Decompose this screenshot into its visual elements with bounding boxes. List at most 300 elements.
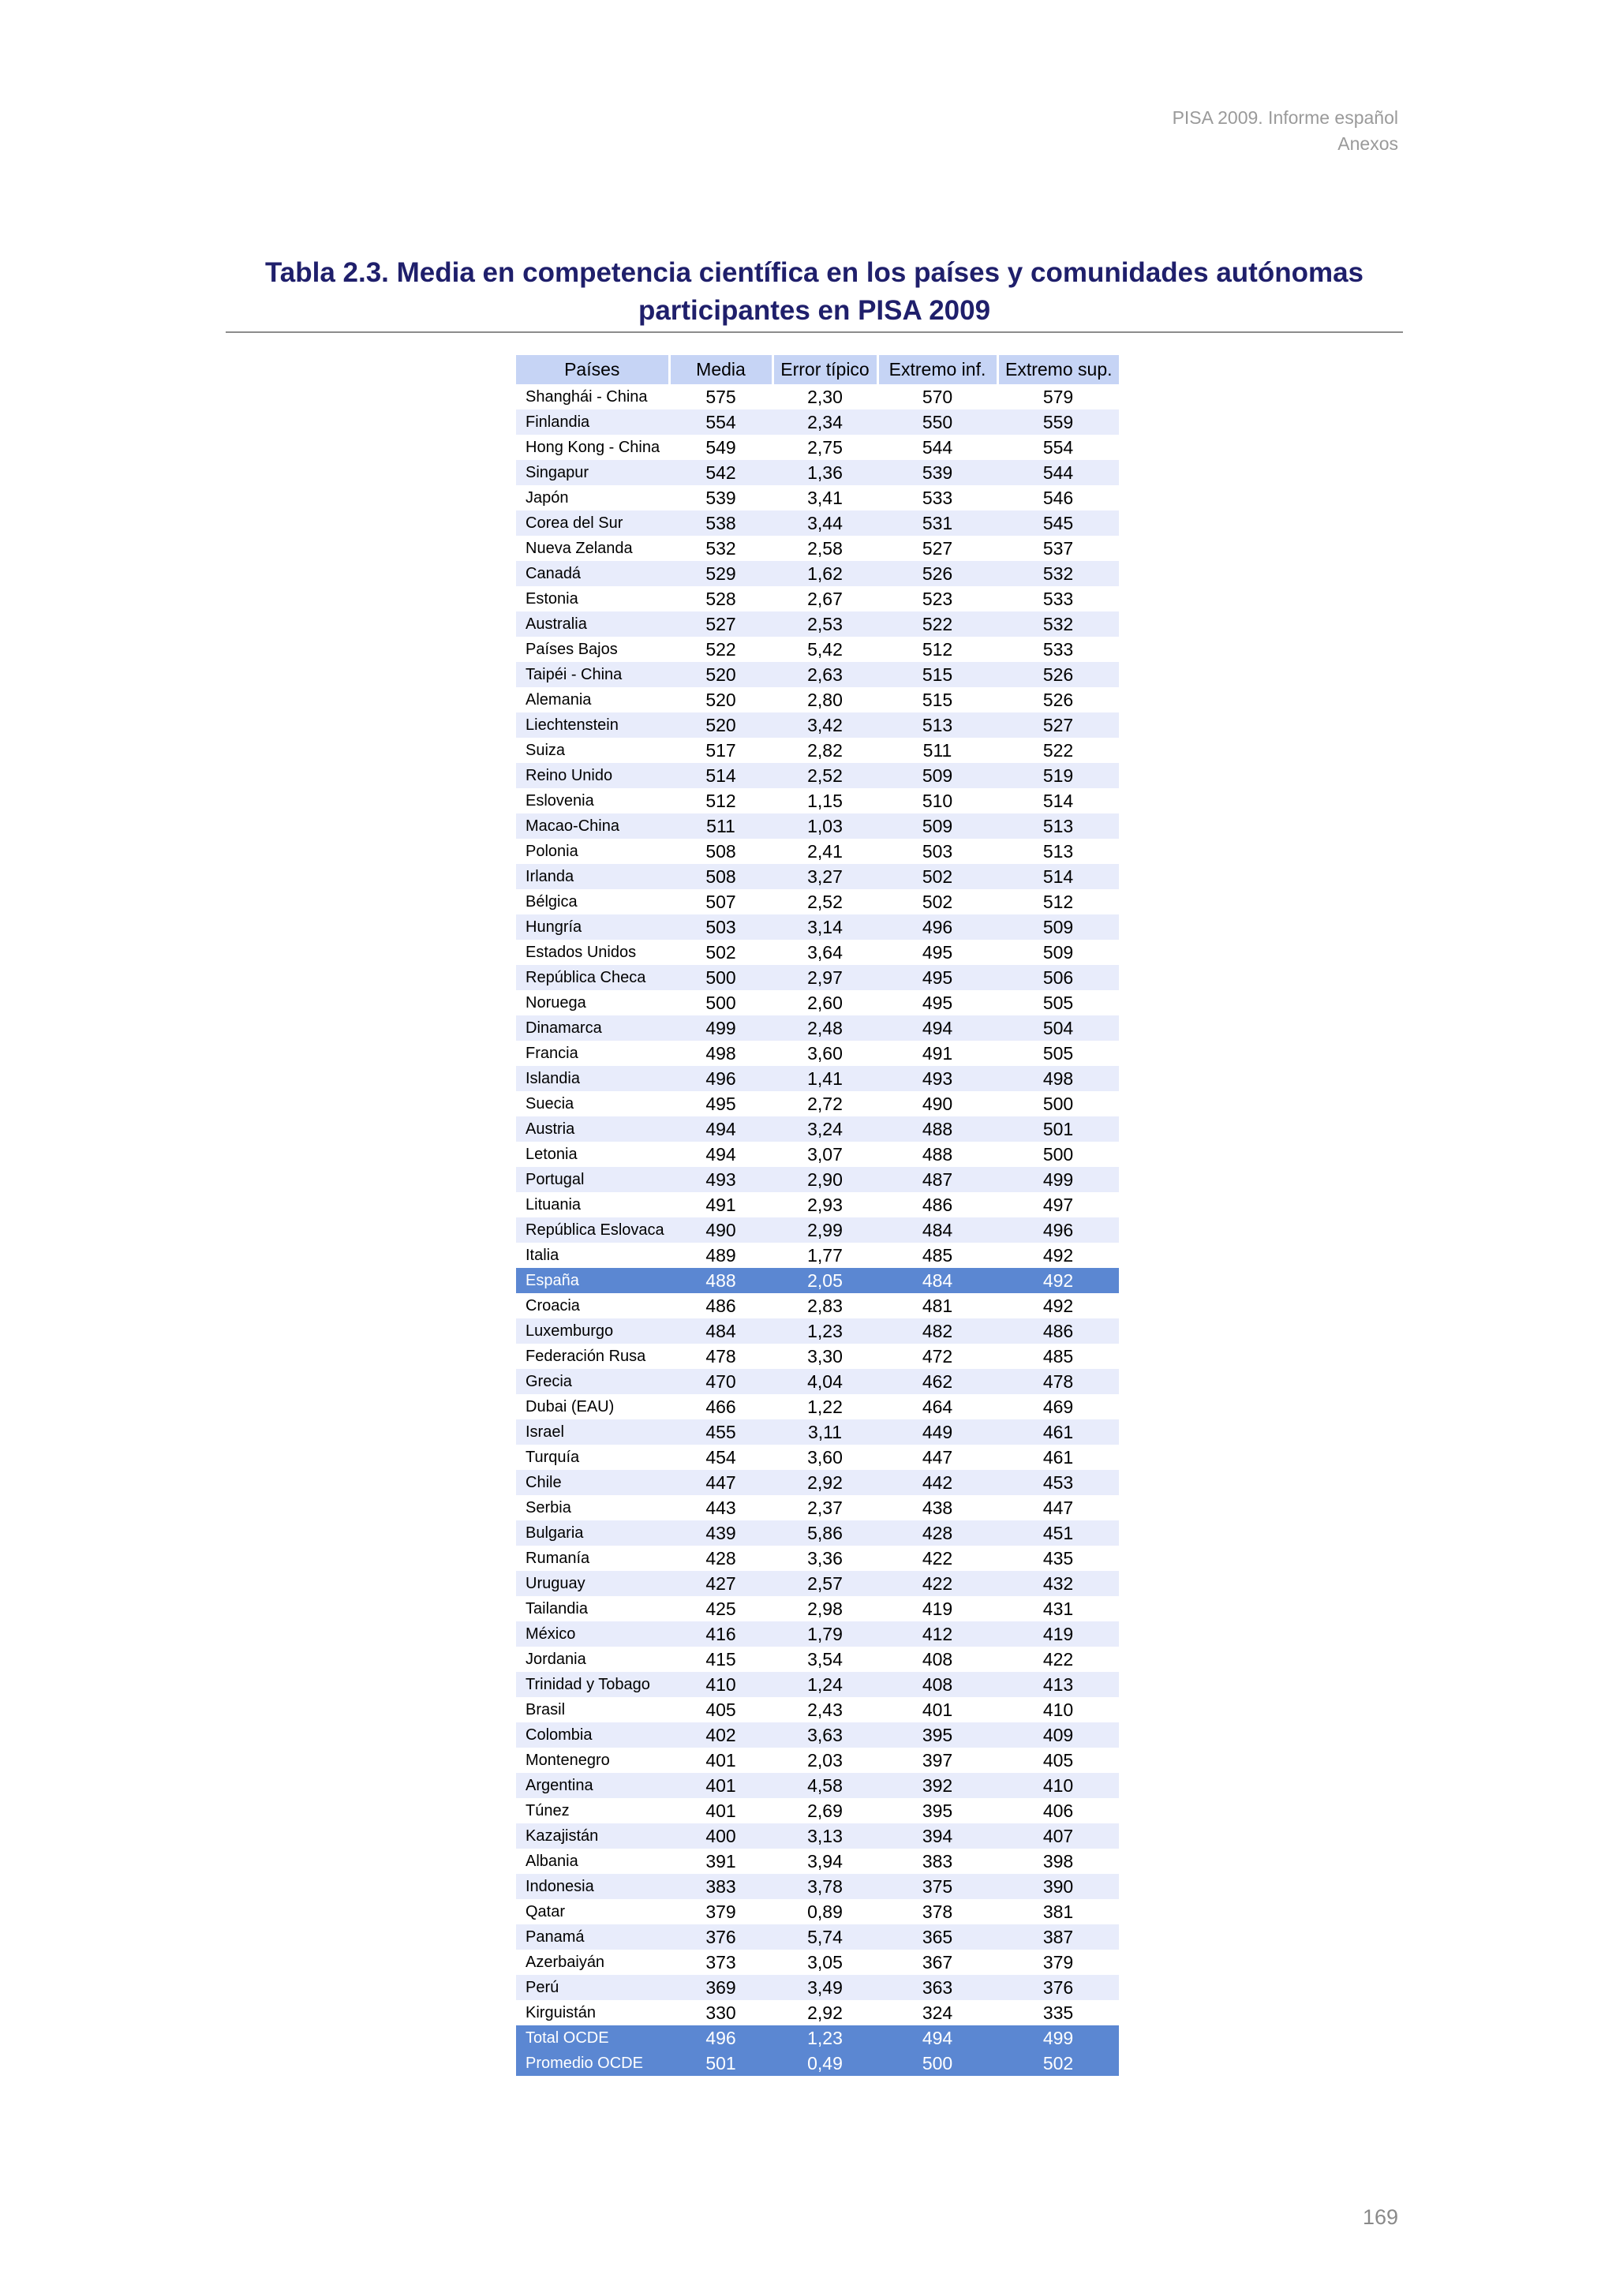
lower-bound-cell: 447 <box>877 1445 997 1470</box>
table-row <box>516 990 1119 1015</box>
upper-bound-cell: 504 <box>997 1015 1119 1041</box>
table-body <box>516 384 1119 2076</box>
lower-bound-cell: 503 <box>877 839 997 864</box>
std-error-cell: 1,24 <box>772 1672 877 1697</box>
upper-bound-cell: 387 <box>997 1924 1119 1950</box>
table-row <box>516 1596 1119 1621</box>
std-error-cell: 3,07 <box>772 1142 877 1167</box>
country-cell: Dubai (EAU) <box>516 1394 669 1419</box>
mean-cell: 410 <box>669 1672 772 1697</box>
upper-bound-cell: 409 <box>997 1722 1119 1748</box>
lower-bound-cell: 488 <box>877 1116 997 1142</box>
std-error-cell: 3,42 <box>772 712 877 738</box>
upper-bound-cell: 514 <box>997 788 1119 813</box>
country-cell: República Checa <box>516 965 669 990</box>
country-cell: Túnez <box>516 1798 669 1823</box>
std-error-cell: 1,22 <box>772 1394 877 1419</box>
country-cell: Países Bajos <box>516 637 669 662</box>
std-error-cell: 2,53 <box>772 611 877 637</box>
std-error-cell: 3,24 <box>772 1116 877 1142</box>
country-cell: Promedio OCDE <box>516 2051 669 2076</box>
country-cell: Singapur <box>516 460 669 485</box>
upper-bound-cell: 509 <box>997 940 1119 965</box>
country-cell: Tailandia <box>516 1596 669 1621</box>
country-cell: Croacia <box>516 1293 669 1318</box>
upper-bound-cell: 453 <box>997 1470 1119 1495</box>
upper-bound-cell: 492 <box>997 1268 1119 1293</box>
std-error-cell: 1,36 <box>772 460 877 485</box>
lower-bound-cell: 550 <box>877 409 997 435</box>
lower-bound-cell: 484 <box>877 1217 997 1243</box>
table-row <box>516 712 1119 738</box>
table-row <box>516 889 1119 914</box>
mean-cell: 443 <box>669 1495 772 1520</box>
table-row <box>516 763 1119 788</box>
lower-bound-cell: 493 <box>877 1066 997 1091</box>
lower-bound-cell: 513 <box>877 712 997 738</box>
std-error-cell: 3,14 <box>772 914 877 940</box>
std-error-cell: 3,94 <box>772 1849 877 1874</box>
upper-bound-cell: 410 <box>997 1773 1119 1798</box>
table-row <box>516 510 1119 536</box>
lower-bound-cell: 482 <box>877 1318 997 1344</box>
lower-bound-cell: 500 <box>877 2051 997 2076</box>
mean-cell: 549 <box>669 435 772 460</box>
std-error-cell: 2,37 <box>772 1495 877 1520</box>
country-cell: Rumanía <box>516 1546 669 1571</box>
upper-bound-cell: 500 <box>997 1091 1119 1116</box>
upper-bound-cell: 533 <box>997 586 1119 611</box>
lower-bound-cell: 464 <box>877 1394 997 1419</box>
std-error-cell: 1,79 <box>772 1621 877 1647</box>
std-error-cell: 3,36 <box>772 1546 877 1571</box>
upper-bound-cell: 505 <box>997 990 1119 1015</box>
lower-bound-cell: 509 <box>877 763 997 788</box>
country-cell: Indonesia <box>516 1874 669 1899</box>
mean-cell: 527 <box>669 611 772 637</box>
country-cell: Taipéi - China <box>516 662 669 687</box>
country-cell: Azerbaiyán <box>516 1950 669 1975</box>
lower-bound-cell: 392 <box>877 1773 997 1798</box>
mean-cell: 529 <box>669 561 772 586</box>
mean-cell: 520 <box>669 712 772 738</box>
table-row <box>516 1369 1119 1394</box>
mean-cell: 427 <box>669 1571 772 1596</box>
upper-bound-cell: 461 <box>997 1445 1119 1470</box>
table-row <box>516 409 1119 435</box>
country-cell: Estonia <box>516 586 669 611</box>
std-error-cell: 2,30 <box>772 384 877 409</box>
upper-bound-cell: 498 <box>997 1066 1119 1091</box>
std-error-cell: 3,78 <box>772 1874 877 1899</box>
country-cell: Japón <box>516 485 669 510</box>
mean-cell: 383 <box>669 1874 772 1899</box>
std-error-cell: 0,49 <box>772 2051 877 2076</box>
mean-cell: 532 <box>669 536 772 561</box>
running-header-section: Anexos <box>1337 133 1398 154</box>
std-error-cell: 2,60 <box>772 990 877 1015</box>
country-cell: Italia <box>516 1243 669 1268</box>
country-cell: Dinamarca <box>516 1015 669 1041</box>
lower-bound-cell: 422 <box>877 1546 997 1571</box>
upper-bound-cell: 431 <box>997 1596 1119 1621</box>
upper-bound-cell: 512 <box>997 889 1119 914</box>
mean-cell: 484 <box>669 1318 772 1344</box>
table-row <box>516 1167 1119 1192</box>
mean-cell: 447 <box>669 1470 772 1495</box>
table-row <box>516 1647 1119 1672</box>
table-row <box>516 1722 1119 1748</box>
mean-cell: 428 <box>669 1546 772 1571</box>
table-row <box>516 2025 1119 2051</box>
lower-bound-cell: 494 <box>877 1015 997 1041</box>
table-row <box>516 1268 1119 1293</box>
lower-bound-cell: 395 <box>877 1722 997 1748</box>
country-cell: Nueva Zelanda <box>516 536 669 561</box>
std-error-cell: 2,92 <box>772 1470 877 1495</box>
mean-cell: 490 <box>669 1217 772 1243</box>
lower-bound-cell: 484 <box>877 1268 997 1293</box>
std-error-cell: 2,99 <box>772 1217 877 1243</box>
upper-bound-cell: 559 <box>997 409 1119 435</box>
country-cell: Colombia <box>516 1722 669 1748</box>
upper-bound-cell: 533 <box>997 637 1119 662</box>
table-row <box>516 1520 1119 1546</box>
table-row <box>516 1672 1119 1697</box>
mean-cell: 538 <box>669 510 772 536</box>
country-cell: República Eslovaca <box>516 1217 669 1243</box>
std-error-cell: 2,52 <box>772 889 877 914</box>
std-error-cell: 1,77 <box>772 1243 877 1268</box>
country-cell: Noruega <box>516 990 669 1015</box>
mean-cell: 520 <box>669 687 772 712</box>
table-title-line1: Tabla 2.3. Media en competencia científica en los países y comunidades autónomas <box>264 257 1364 288</box>
country-cell: Alemania <box>516 687 669 712</box>
upper-bound-cell: 379 <box>997 1950 1119 1975</box>
upper-bound-cell: 485 <box>997 1344 1119 1369</box>
std-error-cell: 3,64 <box>772 940 877 965</box>
table-row <box>516 586 1119 611</box>
table-row <box>516 1091 1119 1116</box>
std-error-cell: 3,49 <box>772 1975 877 2000</box>
country-cell: Liechtenstein <box>516 712 669 738</box>
table-row <box>516 738 1119 763</box>
lower-bound-cell: 412 <box>877 1621 997 1647</box>
mean-cell: 520 <box>669 662 772 687</box>
upper-bound-cell: 579 <box>997 384 1119 409</box>
lower-bound-cell: 509 <box>877 813 997 839</box>
upper-bound-cell: 381 <box>997 1899 1119 1924</box>
mean-cell: 491 <box>669 1192 772 1217</box>
lower-bound-cell: 527 <box>877 536 997 561</box>
upper-bound-cell: 406 <box>997 1798 1119 1823</box>
country-cell: Australia <box>516 611 669 637</box>
mean-cell: 401 <box>669 1798 772 1823</box>
mean-cell: 517 <box>669 738 772 763</box>
country-cell: Portugal <box>516 1167 669 1192</box>
table-row <box>516 965 1119 990</box>
table-row <box>516 1116 1119 1142</box>
mean-cell: 486 <box>669 1293 772 1318</box>
table-row <box>516 1899 1119 1924</box>
table-row <box>516 485 1119 510</box>
mean-cell: 500 <box>669 990 772 1015</box>
column-header-upper-bound: Extremo sup. <box>997 355 1119 384</box>
mean-cell: 496 <box>669 1066 772 1091</box>
table-row <box>516 687 1119 712</box>
lower-bound-cell: 533 <box>877 485 997 510</box>
country-cell: Bélgica <box>516 889 669 914</box>
country-cell: Hungría <box>516 914 669 940</box>
std-error-cell: 3,60 <box>772 1445 877 1470</box>
std-error-cell: 2,34 <box>772 409 877 435</box>
table-row <box>516 839 1119 864</box>
table-row <box>516 435 1119 460</box>
upper-bound-cell: 526 <box>997 687 1119 712</box>
column-header-std-error: Error típico <box>772 355 877 384</box>
std-error-cell: 3,11 <box>772 1419 877 1445</box>
upper-bound-cell: 501 <box>997 1116 1119 1142</box>
upper-bound-cell: 509 <box>997 914 1119 940</box>
std-error-cell: 2,92 <box>772 2000 877 2025</box>
table-title <box>226 254 1403 330</box>
mean-cell: 466 <box>669 1394 772 1419</box>
upper-bound-cell: 407 <box>997 1823 1119 1849</box>
upper-bound-cell: 527 <box>997 712 1119 738</box>
table-row <box>516 1243 1119 1268</box>
table-row <box>516 536 1119 561</box>
country-cell: España <box>516 1268 669 1293</box>
table-row <box>516 864 1119 889</box>
country-cell: Suecia <box>516 1091 669 1116</box>
std-error-cell: 3,44 <box>772 510 877 536</box>
table-row <box>516 914 1119 940</box>
table-row <box>516 1546 1119 1571</box>
mean-cell: 369 <box>669 1975 772 2000</box>
country-cell: Grecia <box>516 1369 669 1394</box>
lower-bound-cell: 324 <box>877 2000 997 2025</box>
lower-bound-cell: 570 <box>877 384 997 409</box>
std-error-cell: 3,41 <box>772 485 877 510</box>
lower-bound-cell: 495 <box>877 965 997 990</box>
lower-bound-cell: 502 <box>877 889 997 914</box>
std-error-cell: 2,48 <box>772 1015 877 1041</box>
std-error-cell: 3,27 <box>772 864 877 889</box>
lower-bound-cell: 375 <box>877 1874 997 1899</box>
upper-bound-cell: 499 <box>997 1167 1119 1192</box>
std-error-cell: 1,03 <box>772 813 877 839</box>
lower-bound-cell: 494 <box>877 2025 997 2051</box>
upper-bound-cell: 496 <box>997 1217 1119 1243</box>
country-cell: Uruguay <box>516 1571 669 1596</box>
mean-cell: 401 <box>669 1773 772 1798</box>
std-error-cell: 3,30 <box>772 1344 877 1369</box>
page-number: 169 <box>1362 2205 1398 2229</box>
table-row <box>516 662 1119 687</box>
mean-cell: 554 <box>669 409 772 435</box>
table-row <box>516 2000 1119 2025</box>
upper-bound-cell: 545 <box>997 510 1119 536</box>
table-row <box>516 940 1119 965</box>
mean-cell: 470 <box>669 1369 772 1394</box>
mean-cell: 507 <box>669 889 772 914</box>
mean-cell: 495 <box>669 1091 772 1116</box>
std-error-cell: 4,58 <box>772 1773 877 1798</box>
mean-cell: 503 <box>669 914 772 940</box>
country-cell: Polonia <box>516 839 669 864</box>
table-row <box>516 1495 1119 1520</box>
upper-bound-cell: 432 <box>997 1571 1119 1596</box>
mean-cell: 401 <box>669 1748 772 1773</box>
table-row <box>516 1571 1119 1596</box>
table-header-row <box>516 355 1119 384</box>
lower-bound-cell: 438 <box>877 1495 997 1520</box>
std-error-cell: 2,57 <box>772 1571 877 1596</box>
mean-cell: 501 <box>669 2051 772 2076</box>
mean-cell: 439 <box>669 1520 772 1546</box>
std-error-cell: 1,15 <box>772 788 877 813</box>
table-row <box>516 384 1119 409</box>
country-cell: Finlandia <box>516 409 669 435</box>
upper-bound-cell: 532 <box>997 561 1119 586</box>
std-error-cell: 5,74 <box>772 1924 877 1950</box>
upper-bound-cell: 447 <box>997 1495 1119 1520</box>
upper-bound-cell: 422 <box>997 1647 1119 1672</box>
std-error-cell: 2,69 <box>772 1798 877 1823</box>
country-cell: Suiza <box>516 738 669 763</box>
mean-cell: 539 <box>669 485 772 510</box>
country-cell: Francia <box>516 1041 669 1066</box>
country-cell: Bulgaria <box>516 1520 669 1546</box>
upper-bound-cell: 435 <box>997 1546 1119 1571</box>
upper-bound-cell: 500 <box>997 1142 1119 1167</box>
lower-bound-cell: 539 <box>877 460 997 485</box>
country-cell: Serbia <box>516 1495 669 1520</box>
table-row <box>516 1697 1119 1722</box>
country-cell: Reino Unido <box>516 763 669 788</box>
mean-cell: 376 <box>669 1924 772 1950</box>
table-row <box>516 1798 1119 1823</box>
country-cell: Chile <box>516 1470 669 1495</box>
upper-bound-cell: 492 <box>997 1243 1119 1268</box>
mean-cell: 542 <box>669 460 772 485</box>
std-error-cell: 1,62 <box>772 561 877 586</box>
std-error-cell: 2,41 <box>772 839 877 864</box>
mean-cell: 400 <box>669 1823 772 1849</box>
column-header-lower-bound: Extremo inf. <box>877 355 997 384</box>
lower-bound-cell: 485 <box>877 1243 997 1268</box>
upper-bound-cell: 502 <box>997 2051 1119 2076</box>
table-row <box>516 1041 1119 1066</box>
country-cell: Total OCDE <box>516 2025 669 2051</box>
lower-bound-cell: 531 <box>877 510 997 536</box>
upper-bound-cell: 546 <box>997 485 1119 510</box>
mean-cell: 405 <box>669 1697 772 1722</box>
std-error-cell: 2,97 <box>772 965 877 990</box>
country-cell: Israel <box>516 1419 669 1445</box>
running-header <box>1173 105 1398 157</box>
mean-cell: 493 <box>669 1167 772 1192</box>
running-header-title: PISA 2009. Informe español <box>1172 107 1398 128</box>
table-row <box>516 611 1119 637</box>
mean-cell: 528 <box>669 586 772 611</box>
country-cell: Luxemburgo <box>516 1318 669 1344</box>
lower-bound-cell: 490 <box>877 1091 997 1116</box>
country-cell: Corea del Sur <box>516 510 669 536</box>
upper-bound-cell: 410 <box>997 1697 1119 1722</box>
std-error-cell: 0,89 <box>772 1899 877 1924</box>
std-error-cell: 2,80 <box>772 687 877 712</box>
upper-bound-cell: 405 <box>997 1748 1119 1773</box>
upper-bound-cell: 514 <box>997 864 1119 889</box>
table-row <box>516 561 1119 586</box>
table-row <box>516 1318 1119 1344</box>
lower-bound-cell: 487 <box>877 1167 997 1192</box>
mean-cell: 454 <box>669 1445 772 1470</box>
lower-bound-cell: 408 <box>877 1672 997 1697</box>
mean-cell: 500 <box>669 965 772 990</box>
table-row <box>516 1849 1119 1874</box>
lower-bound-cell: 522 <box>877 611 997 637</box>
upper-bound-cell: 413 <box>997 1672 1119 1697</box>
upper-bound-cell: 519 <box>997 763 1119 788</box>
lower-bound-cell: 510 <box>877 788 997 813</box>
country-cell: Argentina <box>516 1773 669 1798</box>
lower-bound-cell: 394 <box>877 1823 997 1849</box>
upper-bound-cell: 478 <box>997 1369 1119 1394</box>
upper-bound-cell: 532 <box>997 611 1119 637</box>
lower-bound-cell: 422 <box>877 1571 997 1596</box>
lower-bound-cell: 419 <box>877 1596 997 1621</box>
lower-bound-cell: 378 <box>877 1899 997 1924</box>
table-row <box>516 1823 1119 1849</box>
lower-bound-cell: 367 <box>877 1950 997 1975</box>
mean-cell: 488 <box>669 1268 772 1293</box>
upper-bound-cell: 376 <box>997 1975 1119 2000</box>
table-row <box>516 788 1119 813</box>
table-row <box>516 1344 1119 1369</box>
country-cell: Estados Unidos <box>516 940 669 965</box>
std-error-cell: 2,83 <box>772 1293 877 1318</box>
mean-cell: 508 <box>669 864 772 889</box>
std-error-cell: 2,67 <box>772 586 877 611</box>
mean-cell: 391 <box>669 1849 772 1874</box>
upper-bound-cell: 461 <box>997 1419 1119 1445</box>
std-error-cell: 2,58 <box>772 536 877 561</box>
std-error-cell: 2,03 <box>772 1748 877 1773</box>
upper-bound-cell: 505 <box>997 1041 1119 1066</box>
lower-bound-cell: 544 <box>877 435 997 460</box>
upper-bound-cell: 497 <box>997 1192 1119 1217</box>
country-cell: Canadá <box>516 561 669 586</box>
table-row <box>516 1975 1119 2000</box>
country-cell: Kirguistán <box>516 2000 669 2025</box>
mean-cell: 494 <box>669 1116 772 1142</box>
country-cell: Federación Rusa <box>516 1344 669 1369</box>
std-error-cell: 1,23 <box>772 1318 877 1344</box>
table-title-line2: participantes en PISA 2009 <box>638 295 991 326</box>
mean-cell: 512 <box>669 788 772 813</box>
column-header-countries: Países <box>516 355 669 384</box>
mean-cell: 415 <box>669 1647 772 1672</box>
lower-bound-cell: 442 <box>877 1470 997 1495</box>
upper-bound-cell: 544 <box>997 460 1119 485</box>
table-row <box>516 1293 1119 1318</box>
lower-bound-cell: 365 <box>877 1924 997 1950</box>
country-cell: México <box>516 1621 669 1647</box>
std-error-cell: 2,52 <box>772 763 877 788</box>
mean-cell: 373 <box>669 1950 772 1975</box>
